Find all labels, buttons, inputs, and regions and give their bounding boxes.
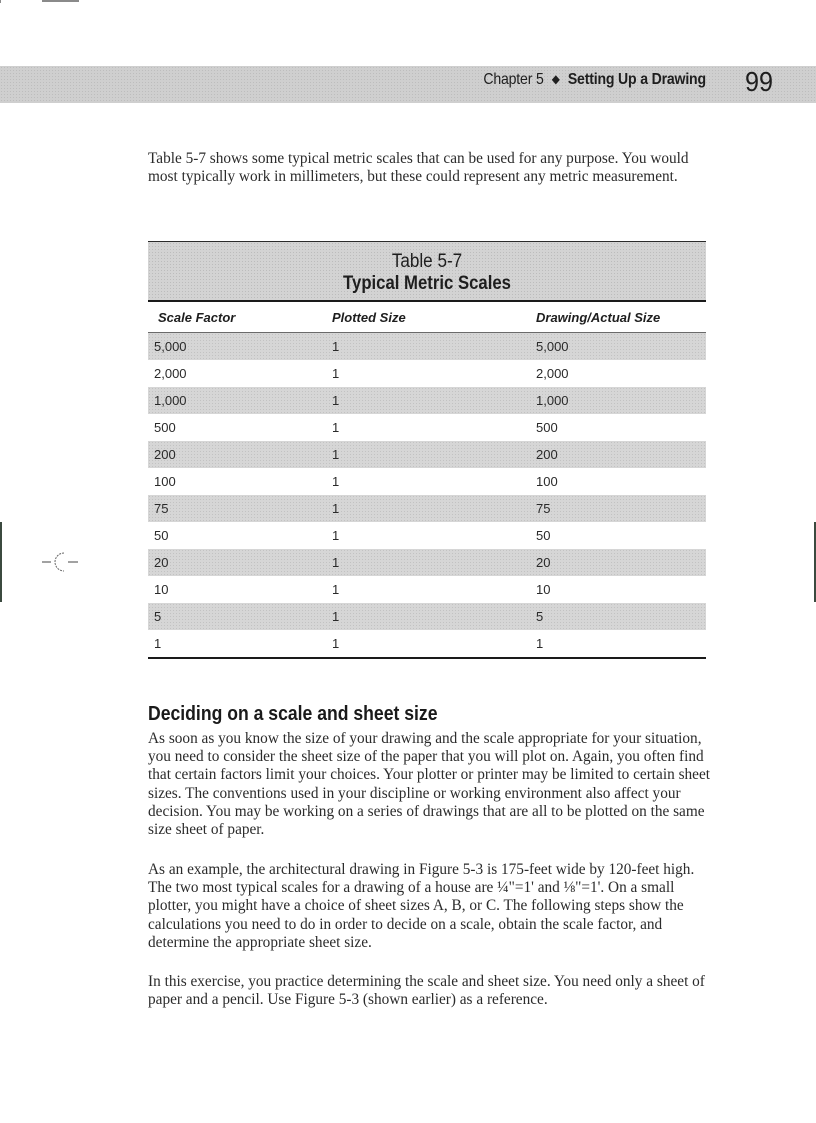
cell-plotted-size: 1 (332, 555, 340, 570)
table-row (148, 603, 706, 630)
table-row (148, 441, 706, 468)
cell-drawing-actual-size: 100 (536, 474, 558, 489)
table-row (148, 414, 706, 441)
diamond-icon: ◆ (551, 72, 560, 86)
cell-scale-factor: 10 (154, 582, 169, 597)
cell-drawing-actual-size: 75 (536, 501, 551, 516)
cell-drawing-actual-size: 1 (536, 636, 544, 651)
chapter-title: Setting Up a Drawing (567, 71, 706, 88)
cell-plotted-size: 1 (332, 582, 340, 597)
cell-drawing-actual-size: 1,000 (536, 393, 569, 408)
cell-plotted-size: 1 (332, 528, 340, 543)
metric-scales-table (148, 241, 706, 659)
table-row (148, 333, 706, 360)
cell-scale-factor: 500 (154, 420, 176, 435)
cell-drawing-actual-size: 200 (536, 447, 558, 462)
table-caption (148, 241, 706, 302)
cell-plotted-size: 1 (332, 636, 340, 651)
cell-scale-factor: 2,000 (154, 366, 187, 381)
cell-scale-factor: 5,000 (154, 339, 187, 354)
cell-drawing-actual-size: 2,000 (536, 366, 569, 381)
cell-plotted-size: 1 (332, 339, 340, 354)
crop-mark (0, 0, 1, 3)
cell-scale-factor: 20 (154, 555, 169, 570)
cell-drawing-actual-size: 10 (536, 582, 551, 597)
table-row (148, 360, 706, 387)
cell-drawing-actual-size: 5 (536, 609, 544, 624)
table-row (148, 630, 706, 657)
table-row (148, 522, 706, 549)
table-row (148, 387, 706, 414)
table-title: Typical Metric Scales (343, 273, 511, 294)
table-header-row (148, 302, 706, 333)
intro-paragraph: Table 5-7 shows some typical metric scales that can be used for any purpose. You would most typically work in millimeters, but these could represent any metric measurement. (148, 150, 689, 186)
cell-plotted-size: 1 (332, 366, 340, 381)
body-paragraph: As an example, the architectural drawing in Figure 5-3 is 175-feet wide by 120-feet high. The two most typical scales for a drawing of a house are ¼"=1' and ⅛"=1'. On a small plotter, you might have a choice of sheet sizes A, B, or C. The following steps show the calculations you need to do in order to decide on a scale, obtain the scale factor, and determine the appropriate sheet size. (148, 861, 695, 951)
table-row (148, 495, 706, 522)
column-header-drawing-actual-size: Drawing/Actual Size (536, 309, 661, 325)
chapter-info (483, 71, 706, 89)
cell-plotted-size: 1 (332, 393, 340, 408)
cell-plotted-size: 1 (332, 420, 340, 435)
cell-scale-factor: 200 (154, 447, 176, 462)
cell-plotted-size: 1 (332, 609, 340, 624)
table-row (148, 549, 706, 576)
section-heading: Deciding on a scale and sheet size (148, 703, 438, 725)
registration-mark-icon (40, 549, 80, 575)
column-header-scale-factor: Scale Factor (158, 309, 236, 325)
cell-drawing-actual-size: 50 (536, 528, 551, 543)
table-number: Table 5-7 (391, 251, 463, 272)
table-row (148, 468, 706, 495)
body-paragraph: In this exercise, you practice determining the scale and sheet size. You need only a sheet of paper and a pencil. Use Figure 5-3 (shown earlier) as a reference. (148, 973, 705, 1009)
cell-scale-factor: 50 (154, 528, 169, 543)
cell-drawing-actual-size: 20 (536, 555, 551, 570)
cell-scale-factor: 100 (154, 474, 176, 489)
chapter-label: Chapter 5 (483, 71, 544, 88)
cell-plotted-size: 1 (332, 501, 340, 516)
cell-scale-factor: 1 (154, 636, 162, 651)
cell-drawing-actual-size: 5,000 (536, 339, 569, 354)
running-header (0, 66, 816, 103)
cell-plotted-size: 1 (332, 447, 340, 462)
crop-mark (42, 0, 79, 2)
cell-scale-factor: 5 (154, 609, 162, 624)
column-header-plotted-size: Plotted Size (332, 309, 406, 325)
table-row (148, 576, 706, 603)
page-number: 99 (745, 66, 774, 97)
cell-drawing-actual-size: 500 (536, 420, 558, 435)
body-paragraph: As soon as you know the size of your drawing and the scale appropriate for your situation, you need to consider the sheet size of the paper that you will plot on. Again, you often find that certain factors limit your choices. Your plotter or printer may be limited to certain sheet sizes. The conventions used in your discipline or working environment also affect your decision. You may be working on a series of drawings that are all to be plotted on the same size sheet of paper. (148, 730, 710, 839)
table-bottom-rule (148, 657, 706, 659)
cell-plotted-size: 1 (332, 474, 340, 489)
cell-scale-factor: 75 (154, 501, 169, 516)
cell-scale-factor: 1,000 (154, 393, 187, 408)
margin-rule-left (0, 522, 2, 602)
